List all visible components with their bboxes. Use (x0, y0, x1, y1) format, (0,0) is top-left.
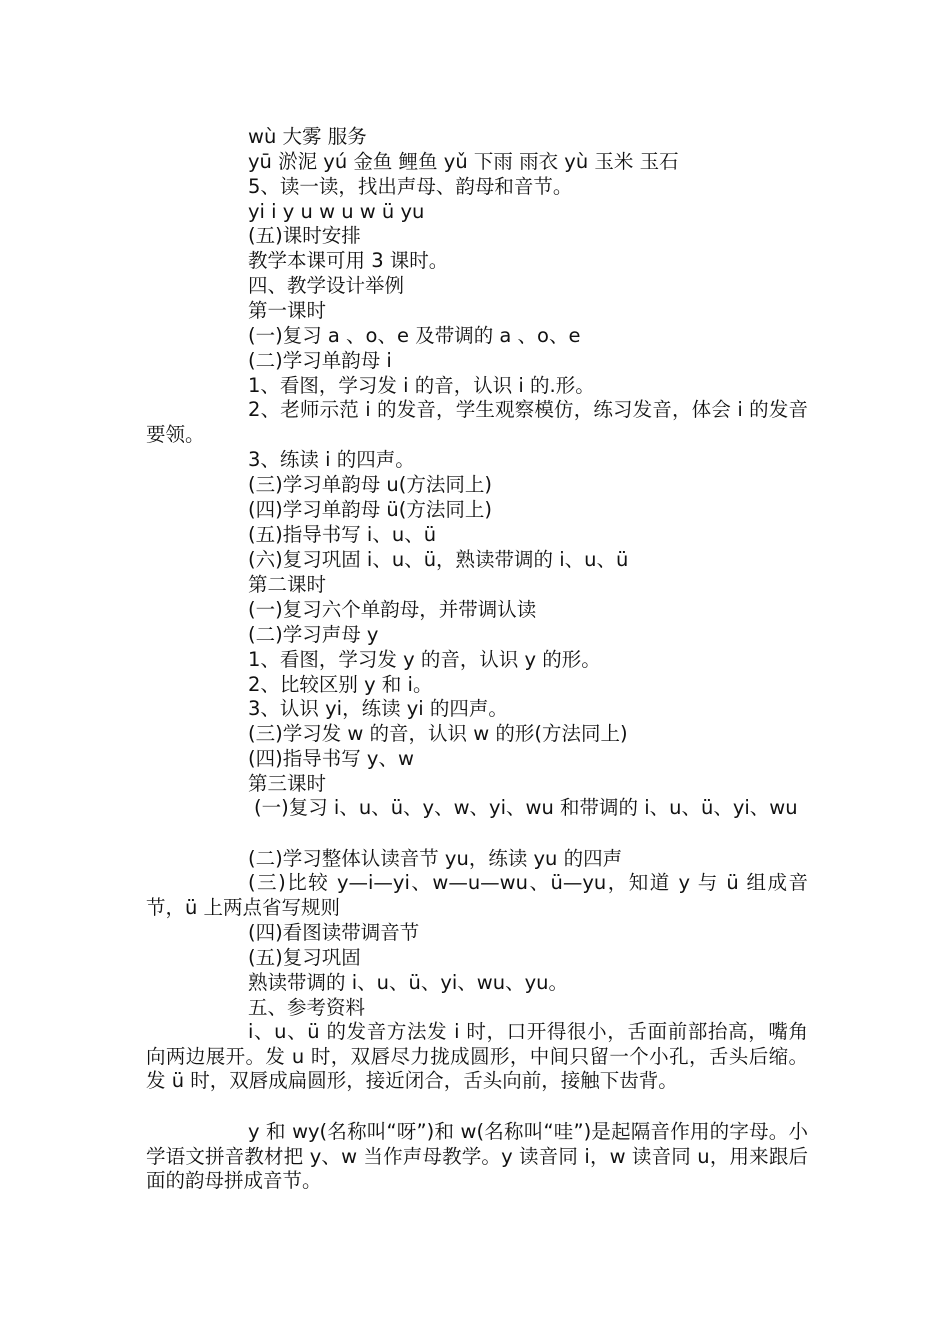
text-line: (一)复习六个单韵母，并带调认读 (248, 598, 537, 621)
text-line: (四)指导书写 y、w (248, 747, 414, 770)
text-line: 3、认识 yi，练读 yi 的四声。 (248, 697, 508, 720)
paragraph: y 和 wy(名称叫“呀”)和 w(名称叫“哇”)是起隔音作用的字母。小学语文拼音教材把 y、w 当作声母教学。y 读音同 i，w 读音同 u，用来跟后面的韵母拼成音节。 (146, 1120, 808, 1192)
text-line: (三)学习发 w 的音，认识 w 的形(方法同上) (248, 722, 628, 745)
section-heading: 五、参考资料 (248, 996, 366, 1019)
section-heading: 四、教学设计举例 (248, 274, 405, 297)
paragraph: (一)复习 i、u、ü、y、w、yi、wu 和带调的 i、u、ü、yi、wu (254, 796, 798, 819)
text-line: 2、比较区别 y 和 i。 (248, 673, 433, 696)
text-line: (二)学习单韵母 i (248, 349, 392, 372)
text-line: 教学本课可用 3 课时。 (248, 249, 449, 272)
text-line: yi i y u w u w ü yu (248, 200, 425, 223)
paragraph: (三)比较 y—i—yi、w—u—wu、ü—yu，知道 y 与 ü 组成音节，ü 上两点省写规则 (146, 871, 808, 919)
section-heading: (五)课时安排 (248, 224, 361, 247)
text-line: 熟读带调的 i、u、ü、yi、wu、yu。 (248, 971, 568, 994)
text-line: (四)学习单韵母 ü(方法同上) (248, 498, 492, 521)
text-line: 3、练读 i 的四声。 (248, 448, 415, 471)
text-line: (二)学习声母 y (248, 623, 379, 646)
text-line: (一)复习 a 、o、e 及带调的 a 、o、e (248, 324, 581, 347)
text-line: (五)复习巩固 (248, 946, 361, 969)
text-line: wù 大雾 服务 (248, 125, 367, 148)
text-line: 1、看图，学习发 i 的音，认识 i 的.形。 (248, 374, 595, 397)
text-line: (四)看图读带调音节 (248, 921, 420, 944)
text-line: 1、看图，学习发 y 的音，认识 y 的形。 (248, 648, 601, 671)
text-line: 5、读一读，找出声母、韵母和音节。 (248, 175, 573, 198)
text-line: yū 淤泥 yú 金鱼 鲤鱼 yǔ 下雨 雨衣 yù 玉米 玉石 (248, 150, 679, 173)
lesson-heading: 第三课时 (248, 772, 327, 795)
lesson-heading: 第一课时 (248, 299, 327, 322)
paragraph: i、u、ü 的发音方法发 i 时，口开得很小，舌面前部抬高，嘴角向两边展开。发 u 时，双唇尽力拢成圆形，中间只留一个小孔，舌头后缩。发 ü 时，双唇成扁圆形，接近闭合，舌头向前，接触下齿背。 (146, 1020, 808, 1092)
text-line: (二)学习整体认读音节 yu，练读 yu 的四声 (248, 847, 623, 870)
text-line: (六)复习巩固 i、u、ü，熟读带调的 i、u、ü (248, 548, 629, 571)
paragraph: 2、老师示范 i 的发音，学生观察模仿，练习发音，体会 i 的发音要领。 (146, 398, 808, 446)
text-line: (五)指导书写 i、u、ü (248, 523, 437, 546)
text-line: (三)学习单韵母 u(方法同上) (248, 473, 492, 496)
lesson-heading: 第二课时 (248, 573, 327, 596)
